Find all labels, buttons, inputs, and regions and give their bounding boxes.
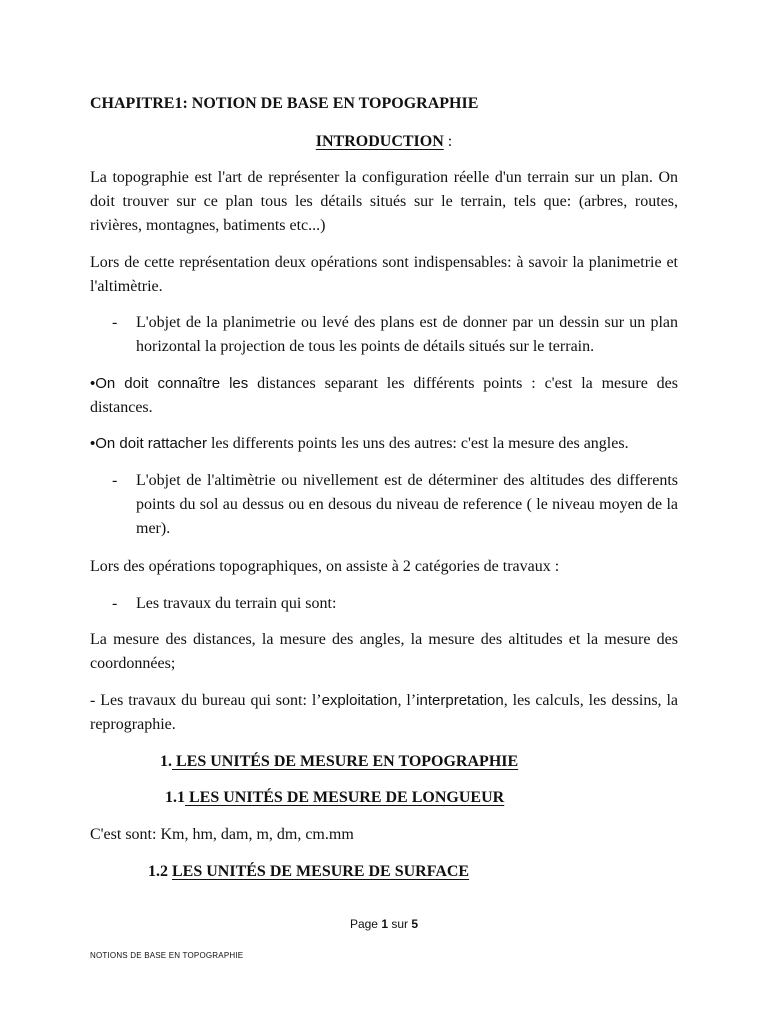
paragraph-distances-rest: distances separant les différents points : c'est la mesure des distances. (90, 375, 678, 416)
paragraph-travaux-bureau-a: - Les travaux du bureau qui sont: l’ (90, 692, 322, 709)
paragraph-angles-rest: les differents points les uns des autres: c'est la mesure des angles. (206, 435, 629, 452)
page-number-of: sur (388, 917, 412, 931)
paragraph-distances-lead: •On doit connaître les (90, 375, 249, 392)
page-number-total: 5 (411, 917, 419, 931)
introduction-heading (90, 130, 678, 154)
paragraph-topography-definition: La topographie est l'art de représenter la configuration réelle d'un terrain sur un plan. On doit trouver sur ce plan tous les détails situés sur le terrain, tels que: (arbres, routes, rivières, montagnes, batiments etc...) (90, 169, 678, 234)
chapter-title: CHAPITRE1: NOTION DE BASE EN TOPOGRAPHIE (90, 95, 479, 112)
section-heading-1-number: 1. (160, 753, 172, 770)
paragraph-travaux-bureau-exploitation: exploitation (321, 692, 398, 709)
section-heading-1-title: LES UNITÉS DE MESURE EN TOPOGRAPHIE (172, 753, 519, 770)
section-heading-1-2-title: LES UNITÉS DE MESURE DE SURFACE (172, 863, 470, 880)
paragraph-travaux-bureau-e: , les calculs, les dessins, la reprographie. (90, 692, 678, 733)
paragraph-angles-lead: •On doit rattacher (90, 435, 207, 452)
section-heading-1-1 (165, 786, 665, 810)
section-heading-1-1-title: LES UNITÉS DE MESURE DE LONGUEUR (185, 789, 505, 806)
paragraph-travaux-bureau (90, 689, 678, 737)
bullet-dash: - (112, 595, 118, 612)
introduction-heading-text: INTRODUCTION (315, 133, 444, 150)
section-heading-1-2 (148, 860, 648, 884)
list-item-text: L'objet de la planimetrie ou levé des plans est de donner par un dessin sur un plan horizontal la projection de tous les points de détails situés sur le terrain. (136, 314, 678, 355)
page-number (0, 917, 768, 931)
page-number-current: 1 (381, 917, 388, 931)
page-number-label: Page (349, 917, 382, 931)
list-item-text: Les travaux du terrain qui sont: (136, 595, 337, 612)
paragraph-length-units: C'est sont: Km, hm, dam, m, dm, cm.mm (90, 826, 354, 843)
paragraph-angles (90, 432, 678, 456)
bullet-dash: - (112, 314, 118, 331)
section-heading-1-2-number: 1.2 (148, 863, 172, 880)
paragraph-categories: Lors des opérations topographiques, on assiste à 2 catégories de travaux : (90, 558, 560, 575)
section-heading-1 (160, 750, 660, 774)
introduction-heading-colon: : (443, 133, 453, 150)
paragraph-travaux-bureau-c: , l’ (397, 692, 417, 709)
list-item-text: L'objet de l'altimètrie ou nivellement est de déterminer des altitudes des differents points du sol au dessus ou en desous du niveau de reference ( le niveau moyen de la mer). (136, 472, 678, 537)
paragraph-two-operations: Lors de cette représentation deux opérations sont indispensables: à savoir la planimetrie et l'altimètrie. (90, 254, 678, 295)
bullet-dash: - (112, 472, 118, 489)
paragraph-measures: La mesure des distances, la mesure des angles, la mesure des altitudes et la mesure des coordonnées; (90, 631, 678, 672)
footer-document-title: NOTIONS DE BASE EN TOPOGRAPHIE (90, 951, 244, 960)
paragraph-travaux-bureau-interpretation: interpretation (416, 692, 504, 709)
section-heading-1-1-number: 1.1 (165, 789, 185, 806)
paragraph-distances (90, 372, 678, 420)
